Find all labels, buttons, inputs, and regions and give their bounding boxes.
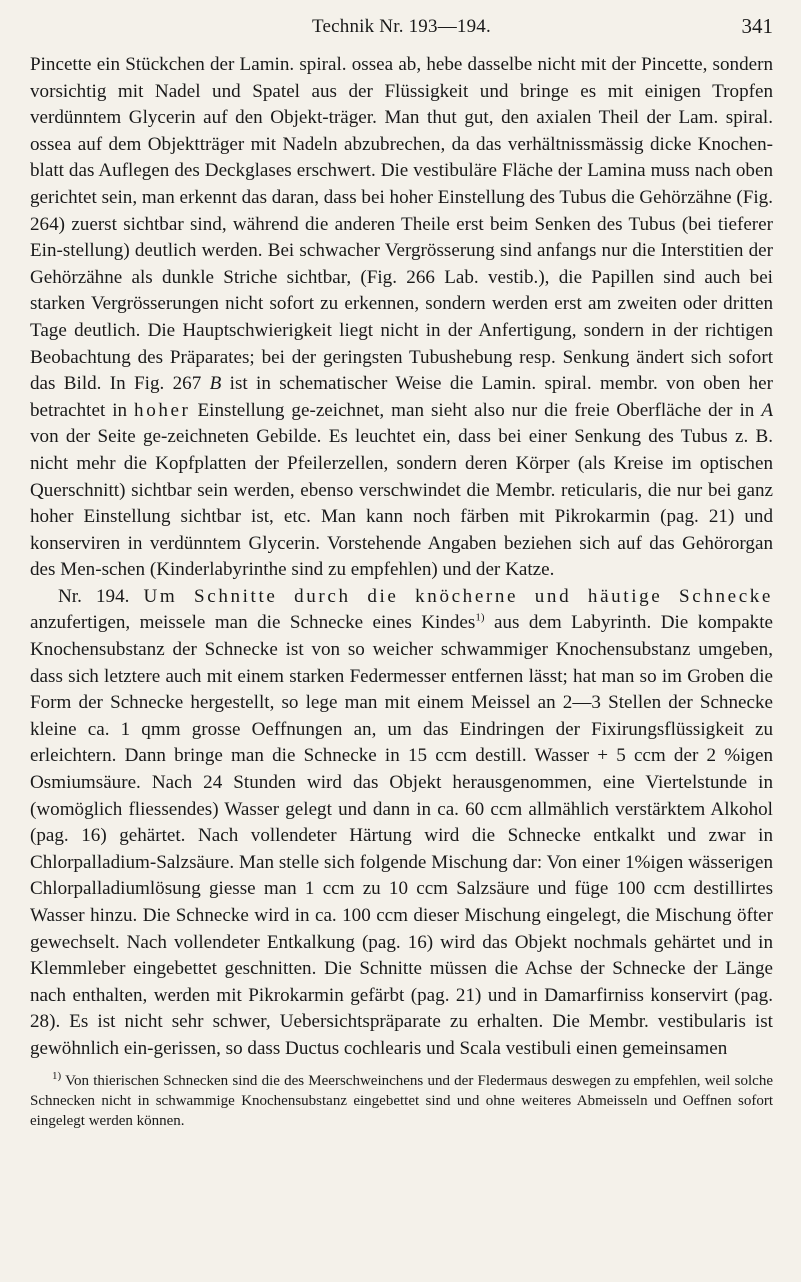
footnote-reference: 1) — [475, 612, 485, 625]
text-segment: Einstellung ge-zeichnet, man sieht also nur die freie Oberfläche der in — [190, 399, 762, 421]
paragraph-continued — [30, 52, 773, 584]
footnote — [30, 1071, 773, 1132]
footnote-marker: 1) — [52, 1069, 62, 1082]
text-segment: hoher — [134, 399, 191, 421]
text-segment: A — [761, 399, 773, 421]
text-segment: Pincette ein Stückchen der Lamin. spiral. ossea ab, hebe dasselbe nicht mit der Pincette, sondern vorsichtig mit Nadel und Spatel aus der Flüssigkeit und bringe es mit einigen Tropfen verdünntem Glycerin auf den Objekt-träger. Man thut gut, den axialen Theil der Lam. spiral. ossea auf dem Objektträger mit Nadeln abzubrechen, da das verhältnissmässig dicke Knochen-blatt das Auflegen des Deckglases erschwert. Die vestibuläre Fläche der Lamina muss nach oben gerichtet sein, man erkennt das daran, dass bei hoher Einstellung des Tubus die Gehörzähne (Fig. 264) zuerst sichtbar sind, während die anderen Theile erst beim Senken des Tubus (bei tieferer Ein-stellung) deutlich werden. Bei schwacher Vergrösserung sind anfangs nur die Interstitien der Gehörzähne als dunkle Striche sichtbar, (Fig. 266 Lab. vestib.), die Papillen sind auch bei starken Vergrösserungen nicht sofort zu erkennen, sondern werden erst am zweiten oder dritten Tage deutlich. Die Hauptschwierigkeit liegt nicht in der Anfertigung, sondern in der richtigen Beobachtung des Präparates; bei der geringsten Tubushebung resp. Senkung ändert sich sofort das Bild. In Fig. 267 — [30, 54, 773, 395]
body-text — [30, 52, 773, 1063]
footnote-text: Von thierischen Schnecken sind die des Meerschweinchens und der Fledermaus deswegen zu empfehlen, weil solche Schnecken nicht in schwammige Knochensubstanz eingebettet sind und ohne weiteres Abmeisseln und Oeffnen sofort eingelegt werden können. — [30, 1072, 773, 1130]
text-segment: anzufertigen, meissele man die Schnecke eines Kindes — [30, 612, 476, 634]
text-segment: von der Seite ge-zeichneten Gebilde. Es leuchtet ein, dass bei einer Senkung des Tubus z. B. nicht mehr die Kopfplatten der Pfeilerzellen, sondern deren Körper (als Kreise im optischen Querschnitt) sichtbar sein werden, ebenso verschwindet die Membr. reticularis, die nur bei ganz hoher Einstellung sichtbar ist, etc. Man kann noch färben mit Pikrokarmin (pag. 21) und konserviren in verdünntem Glycerin. Vorstehende Angaben beziehen sich auf das Gehörorgan des Men-schen (Kinderlabyrinthe sind zu empfehlen) und der Katze. — [30, 426, 773, 581]
running-title: Technik Nr. 193—194. — [312, 16, 491, 37]
text-segment: Um Schnitte durch die knöcherne und häutige Schnecke — [143, 585, 773, 607]
page-number: 341 — [741, 14, 773, 38]
text-segment: ist in schematischer Weise die Lamin. spiral. membr. von oben her betrachtet in — [30, 373, 773, 421]
paragraph-nr-194 — [30, 584, 773, 1063]
text-segment: aus dem Labyrinth. Die kompakte Knochensubstanz der Schnecke ist von so weicher schwammiger Knochensubstanz umgeben, dass sich letztere auch mit einem starken Federmesser entfernen lässt; hat man so im Groben die Form der Schnecke hergestellt, so lege man mit einem Meissel an 2—3 Stellen der Schnecke kleine ca. 1 qmm grosse Oeffnungen an, um das Eindringen der Fixirungsflüssigkeit zu erleichtern. Dann bringe man die Schnecke in 15 ccm destill. Wasser + 5 ccm der 2 %igen Osmiumsäure. Nach 24 Stunden wird das Objekt herausgenommen, eine Viertelstunde in (womöglich fliessendes) Wasser gelegt und dann in ca. 60 ccm allmählich verstärktem Alkohol (pag. 16) gehärtet. Nach vollendeter Härtung wird die Schnecke entkalkt und zwar in Chlorpalladium-Salzsäure. Man stelle sich folgende Mischung dar: Von einer 1%igen wässerigen Chlorpalladiumlösung giesse man 1 ccm zu 10 ccm Salzsäure und füge 100 ccm destillirtes Wasser hinzu. Die Schnecke wird in ca. 100 ccm dieser Mischung eingelegt, die Mischung öfter gewechselt. Nach vollendeter Entkalkung (pag. 16) wird das Objekt nochmals gehärtet und in Klemmleber eingebettet geschnitten. Die Schnitte müssen die Achse der Schnecke der Länge nach enthalten, werden mit Pikrokarmin gefärbt (pag. 21) und in Damarfirniss konservirt (pag. 28). Es ist nicht sehr schwer, Uebersichtspräparate zu erhalten. Die Membr. vestibularis ist gewöhnlich ein-gerissen, so dass Ductus cochlearis und Scala vestibuli einen gemeinsamen — [30, 612, 774, 1059]
text-segment: Nr. 194. — [58, 585, 144, 607]
page-header — [30, 12, 773, 40]
text-segment: B — [209, 373, 222, 395]
